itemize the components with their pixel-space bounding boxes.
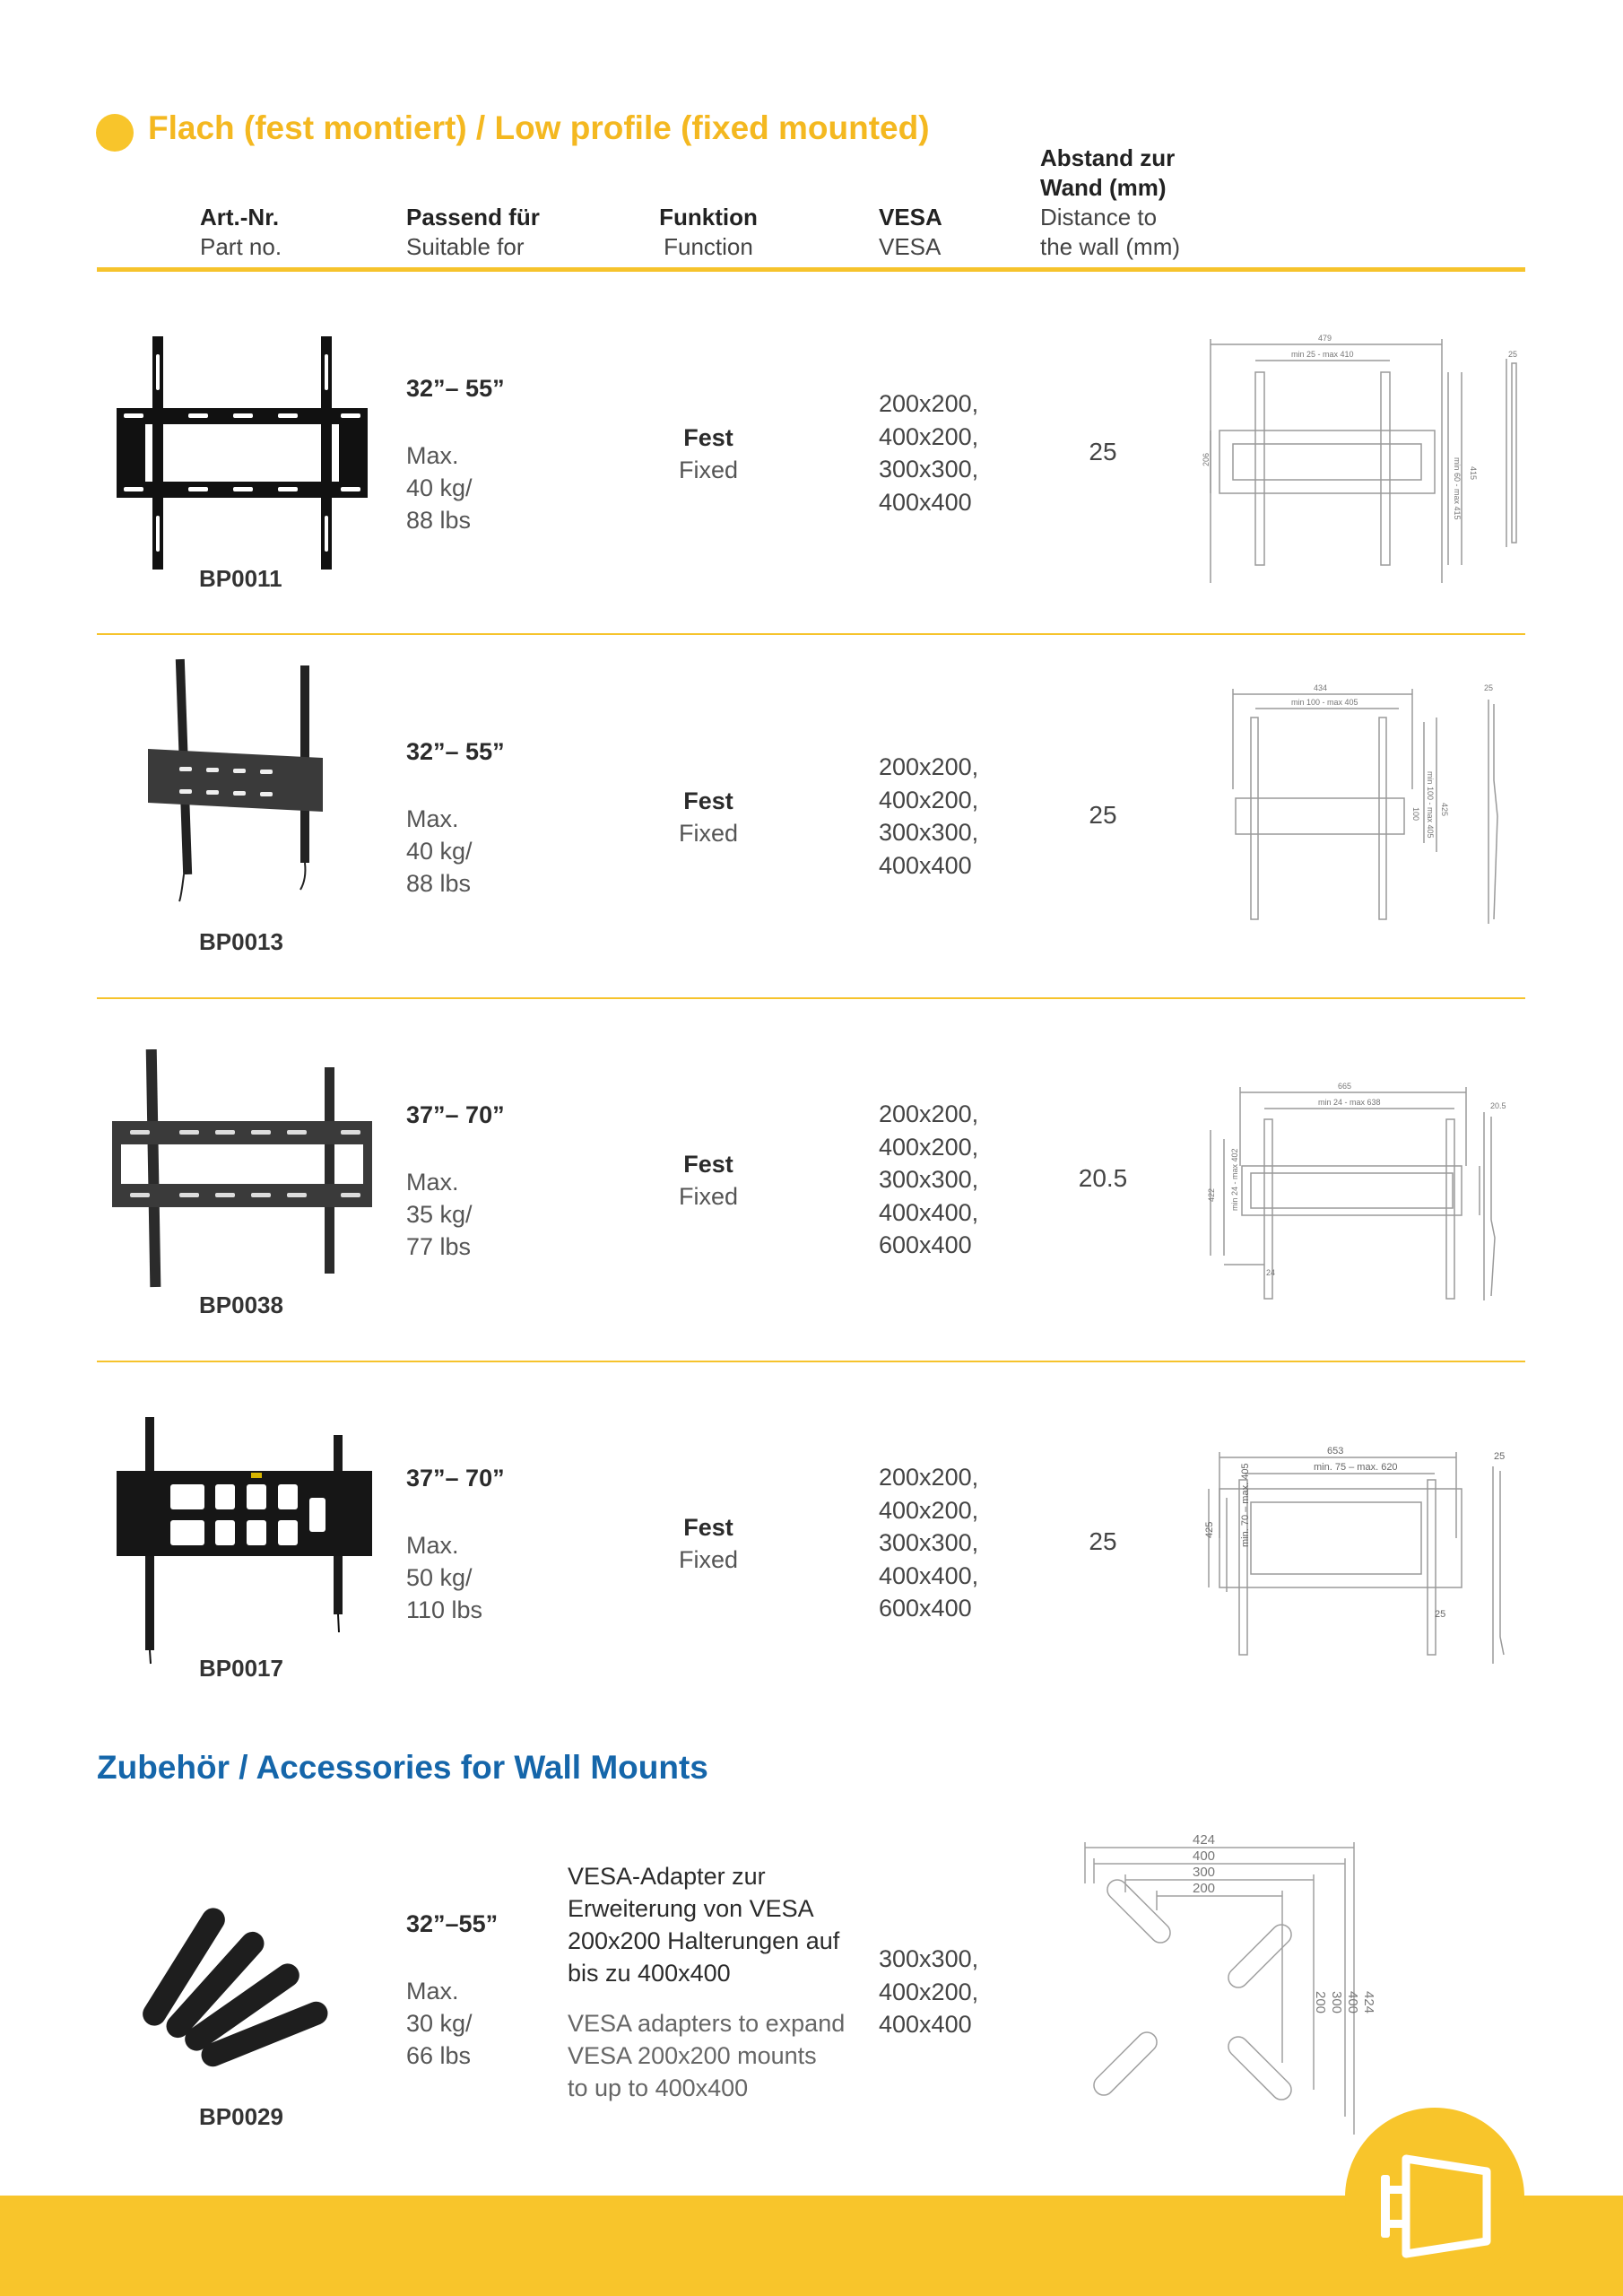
product-image-bp0013 xyxy=(99,655,386,906)
svg-text:min 60 - max 415: min 60 - max 415 xyxy=(1453,457,1462,520)
accessories-title: Zubehör / Accessories for Wall Mounts xyxy=(97,1749,708,1786)
row-divider xyxy=(97,1361,1525,1362)
dimension-drawing-bp0017 xyxy=(1193,1439,1524,1700)
svg-text:206: 206 xyxy=(1202,452,1211,466)
part-number: BP0017 xyxy=(199,1655,283,1682)
svg-text:min 24 - max 638: min 24 - max 638 xyxy=(1318,1098,1381,1107)
section-bullet xyxy=(96,114,134,152)
svg-text:20.5: 20.5 xyxy=(1490,1101,1506,1110)
row-divider xyxy=(97,633,1525,635)
row-divider xyxy=(97,997,1525,999)
function: Fest Fixed xyxy=(678,424,739,483)
svg-text:min. 70 – max. 405: min. 70 – max. 405 xyxy=(1240,1463,1251,1547)
screen-size: 37”– 70” xyxy=(406,1465,505,1492)
svg-text:400: 400 xyxy=(1193,1848,1216,1864)
svg-text:25: 25 xyxy=(1435,1609,1446,1620)
part-number: BP0011 xyxy=(199,565,282,592)
wall-distance: 25 xyxy=(1089,1527,1117,1555)
accessory-description: VESA-Adapter zur Erweiterung von VESA 200x200 Halterungen auf bis zu 400x400 VESA adapters to expand VESA 200x200 mounts to up to 400x400 xyxy=(568,1863,846,2101)
header-partno: Art.-Nr. Part no. xyxy=(200,204,282,260)
screen-size: 32”–55” xyxy=(406,1910,499,1937)
svg-text:424: 424 xyxy=(1193,1832,1216,1848)
svg-text:min 25 - max 410: min 25 - max 410 xyxy=(1291,350,1354,359)
vesa-list: 200x200, 400x200, 300x300, 400x400, 600x400 xyxy=(879,1464,979,1622)
vesa-list: 200x200, 400x200, 300x300, 400x400 xyxy=(879,753,979,879)
svg-text:200: 200 xyxy=(1193,1881,1216,1896)
svg-text:300: 300 xyxy=(1329,1991,1344,2014)
function: Fest Fixed xyxy=(678,1514,739,1573)
svg-text:400: 400 xyxy=(1345,1991,1360,2014)
svg-text:415: 415 xyxy=(1469,466,1478,481)
screen-size: 37”– 70” xyxy=(406,1101,505,1128)
svg-text:min. 75 – max. 620: min. 75 – max. 620 xyxy=(1314,1462,1398,1473)
dimension-drawing-bp0038 xyxy=(1193,1076,1524,1336)
max-load: Max. 30 kg/ 66 lbs xyxy=(406,1978,473,2069)
svg-text:25: 25 xyxy=(1484,683,1494,692)
function: Fest Fixed xyxy=(678,1151,739,1210)
max-load: Max. 40 kg/ 88 lbs xyxy=(406,805,473,897)
svg-text:25: 25 xyxy=(1508,350,1518,359)
screen-size: 32”– 55” xyxy=(406,738,505,765)
product-image-bp0011 xyxy=(99,336,386,587)
svg-text:min 100 - max 405: min 100 - max 405 xyxy=(1291,698,1358,707)
svg-text:653: 653 xyxy=(1327,1446,1344,1457)
svg-text:25: 25 xyxy=(1494,1451,1506,1462)
product-image-bp0017 xyxy=(99,1417,386,1668)
part-number: BP0038 xyxy=(199,1292,283,1318)
max-load: Max. 40 kg/ 88 lbs xyxy=(406,442,473,534)
product-image-bp0038 xyxy=(99,1049,386,1300)
svg-text:665: 665 xyxy=(1338,1082,1352,1091)
svg-text:425: 425 xyxy=(1440,803,1449,817)
svg-text:24: 24 xyxy=(1266,1268,1276,1277)
header-distance: Abstand zur Wand (mm) Distance to the wall (mm) xyxy=(1040,144,1181,260)
function: Fest Fixed xyxy=(678,787,739,847)
section-title: Flach (fest montiert) / Low profile (fixed mounted) xyxy=(148,109,930,146)
svg-text:424: 424 xyxy=(1361,1991,1376,2014)
svg-text:300: 300 xyxy=(1193,1865,1216,1880)
wall-distance: 25 xyxy=(1089,438,1117,465)
monitor-mount-icon xyxy=(1372,2148,1497,2265)
header-function: Funktion Function xyxy=(659,204,758,260)
svg-text:100: 100 xyxy=(1411,807,1420,822)
svg-text:min 100 - max 405: min 100 - max 405 xyxy=(1426,771,1435,839)
svg-text:200: 200 xyxy=(1313,1991,1328,2014)
svg-text:434: 434 xyxy=(1314,683,1328,692)
wall-distance: 20.5 xyxy=(1078,1164,1128,1192)
dimension-drawing-bp0011 xyxy=(1193,332,1524,592)
dimension-drawing-bp0029 xyxy=(1076,1830,1408,2144)
svg-text:425: 425 xyxy=(1204,1521,1215,1538)
max-load: Max. 50 kg/ 110 lbs xyxy=(406,1532,483,1623)
vesa-list: 200x200, 400x200, 300x300, 400x400 xyxy=(879,390,979,516)
part-number: BP0029 xyxy=(199,2103,283,2130)
max-load: Max. 35 kg/ 77 lbs xyxy=(406,1169,473,1260)
svg-text:min 24 - max 402: min 24 - max 402 xyxy=(1230,1148,1239,1211)
wall-distance: 25 xyxy=(1089,801,1117,829)
vesa-list: 200x200, 400x200, 300x300, 400x400, 600x400 xyxy=(879,1100,979,1258)
header-suitable: Passend für Suitable for xyxy=(406,204,540,260)
dimension-drawing-bp0013 xyxy=(1193,682,1524,942)
svg-text:422: 422 xyxy=(1207,1187,1216,1202)
part-number: BP0013 xyxy=(199,928,283,955)
vesa-list: 300x300, 400x200, 400x400 xyxy=(879,1945,979,2038)
screen-size: 32”– 55” xyxy=(406,375,505,402)
header-vesa: VESA VESA xyxy=(879,204,942,260)
svg-text:479: 479 xyxy=(1318,334,1332,343)
header-rule xyxy=(97,267,1525,272)
